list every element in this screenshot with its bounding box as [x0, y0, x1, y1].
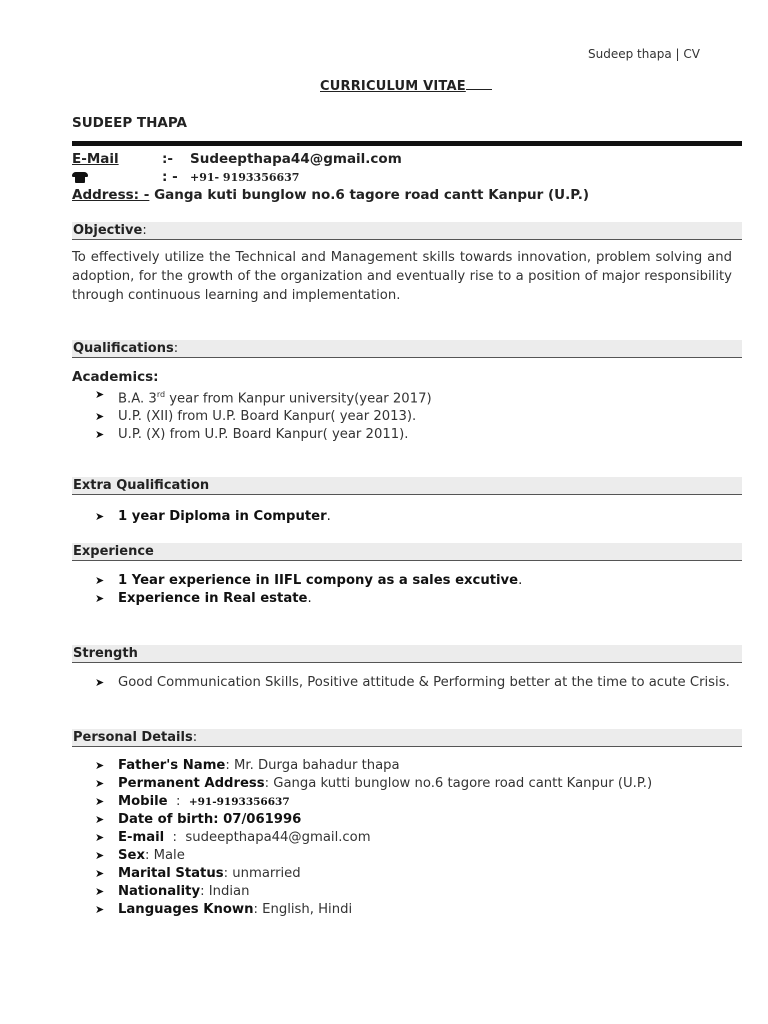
- academic-item-text: B.A. 3: [118, 391, 157, 407]
- candidate-name: SUDEEP THAPA: [72, 115, 187, 131]
- arrow-bullet-icon: ➤: [95, 676, 105, 689]
- list-item: [95, 408, 432, 426]
- section-extra-qualification: [72, 477, 742, 495]
- personal-email-value[interactable]: sudeepthapa44@gmail.com: [185, 830, 371, 845]
- arrow-bullet-icon: ➤: [95, 813, 105, 826]
- arrow-bullet-icon: ➤: [95, 831, 105, 844]
- academic-item-text-rest: year from Kanpur university(year 2017): [165, 391, 432, 407]
- personal-heading: Personal Details: [73, 730, 193, 745]
- languages-label: Languages Known: [118, 902, 254, 917]
- marital-status-value: unmarried: [228, 866, 301, 881]
- extra-list: [95, 508, 331, 526]
- objective-heading: Objective: [73, 223, 143, 238]
- academics-label-text: Academics: [72, 369, 154, 385]
- list-item: ➤ Permanent Address: Ganga kutti bunglow no.6 tagore road cantt Kanpur (U.P.): [95, 776, 653, 791]
- list-item: ➤ Sex: Male: [95, 848, 185, 863]
- list-item: ➤ Experience in Real estate.: [95, 591, 312, 606]
- list-item: ➤ 1 Year experience in IIFL compony as a sales excutive.: [95, 573, 523, 588]
- phone-separator: : -: [162, 169, 178, 185]
- academics-list: [95, 386, 432, 444]
- arrow-bullet-icon: ➤: [95, 795, 105, 808]
- dob-label: Date of birth: [118, 812, 214, 827]
- section-personal-details: Personal Details:: [72, 729, 742, 747]
- experience-list: [95, 572, 522, 608]
- arrow-bullet-icon: ➤: [95, 574, 105, 587]
- list-item: [95, 674, 738, 692]
- marital-status-label: Marital Status: [118, 866, 224, 881]
- list-item: ➤ Father's Name: Mr. Durga bahadur thapa: [95, 758, 400, 773]
- objective-text: To effectively utilize the Technical and Management skills towards innovation, problem solving and adoption, for the growth of the organization and eventually rise to a position of major responsibility through continuous learning and implementation.: [72, 250, 732, 303]
- mobile-label: Mobile: [118, 794, 168, 809]
- experience-item-text: 1 Year experience in IIFL compony as a sales excutive: [118, 573, 519, 588]
- list-item: ➤ Mobile : +91-9193356637: [95, 794, 290, 809]
- experience-heading: Experience: [73, 544, 154, 559]
- header-divider: [72, 141, 742, 146]
- ordinal-suffix: rd: [156, 390, 166, 399]
- contact-phone-row: [72, 169, 299, 185]
- email-value[interactable]: Sudeepthapa44@gmail.com: [190, 151, 402, 167]
- address-label: Address: -: [72, 187, 150, 203]
- header-doc-label: Sudeep thapa | CV: [588, 47, 700, 61]
- sex-label: Sex: [118, 848, 145, 863]
- fathers-name-value: Mr. Durga bahadur thapa: [229, 758, 400, 773]
- title-text: CURRICULUM VITAE: [320, 79, 466, 94]
- list-item: ➤ 1 year Diploma in Computer.: [95, 509, 331, 524]
- title-underline-tail: [466, 79, 492, 90]
- fathers-name-label: Father's Name: [118, 758, 226, 773]
- phone-value: +91- 9193356637: [190, 171, 300, 184]
- languages-value: English, Hindi: [257, 902, 353, 917]
- permanent-address-value: Ganga kutti bunglow no.6 tagore road cantt Kanpur (U.P.): [269, 776, 653, 791]
- arrow-bullet-icon: ➤: [95, 867, 105, 880]
- phone-icon-wrap: [72, 169, 162, 185]
- section-experience: [72, 543, 742, 561]
- contact-email-row: [72, 151, 402, 167]
- list-item: [95, 386, 432, 408]
- experience-item-text: Experience in Real estate: [118, 591, 308, 606]
- academic-item-text: U.P. (XII) from U.P. Board Kanpur( year 2013).: [118, 409, 417, 425]
- strength-list: [95, 674, 738, 692]
- arrow-bullet-icon: ➤: [95, 410, 105, 424]
- contact-address-row: [72, 187, 589, 203]
- section-objective: Objective:: [72, 222, 742, 240]
- email-label: E-Mail: [72, 151, 119, 167]
- list-item: ➤ Nationality: Indian: [95, 884, 250, 899]
- nationality-value: Indian: [204, 884, 250, 899]
- document-title: [320, 79, 492, 94]
- strength-heading: Strength: [73, 646, 138, 661]
- strength-item-text: Good Communication Skills, Positive attitude & Performing better at the time to acute Crisis.: [118, 675, 730, 690]
- arrow-bullet-icon: ➤: [95, 777, 105, 790]
- dob-value: 07/061996: [218, 812, 302, 827]
- address-value: Ganga kuti bunglow no.6 tagore road cantt Kanpur (U.P.): [149, 187, 589, 203]
- mobile-value: +91-9193356637: [188, 796, 290, 808]
- academics-label: Academics:: [72, 369, 159, 385]
- arrow-bullet-icon: ➤: [95, 849, 105, 862]
- section-strength: [72, 645, 742, 663]
- permanent-address-label: Permanent Address: [118, 776, 265, 791]
- personal-details-list: [95, 757, 652, 919]
- academic-item-text: U.P. (X) from U.P. Board Kanpur( year 2011).: [118, 427, 409, 443]
- email-separator: :-: [162, 151, 174, 167]
- personal-email-label: E-mail: [118, 830, 165, 845]
- list-item: [95, 426, 432, 444]
- telephone-icon: [72, 172, 88, 183]
- nationality-label: Nationality: [118, 884, 201, 899]
- arrow-bullet-icon: ➤: [95, 428, 105, 442]
- list-item: ➤ Languages Known: English, Hindi: [95, 902, 353, 917]
- list-item: ➤ E-mail : sudeepthapa44@gmail.com: [95, 830, 371, 845]
- arrow-bullet-icon: ➤: [95, 510, 105, 523]
- extra-item-text: 1 year Diploma in Computer: [118, 509, 327, 524]
- list-item: ➤ Date of birth: 07/061996: [95, 812, 302, 827]
- sex-value: Male: [149, 848, 185, 863]
- extra-heading: Extra Qualification: [73, 478, 210, 493]
- arrow-bullet-icon: ➤: [95, 885, 105, 898]
- list-item: ➤ Marital Status: unmarried: [95, 866, 301, 881]
- arrow-bullet-icon: ➤: [95, 759, 105, 772]
- arrow-bullet-icon: ➤: [95, 388, 105, 401]
- qualifications-heading: Qualifications: [73, 341, 174, 356]
- arrow-bullet-icon: ➤: [95, 592, 105, 605]
- section-qualifications: Qualifications:: [72, 340, 742, 358]
- arrow-bullet-icon: ➤: [95, 903, 105, 916]
